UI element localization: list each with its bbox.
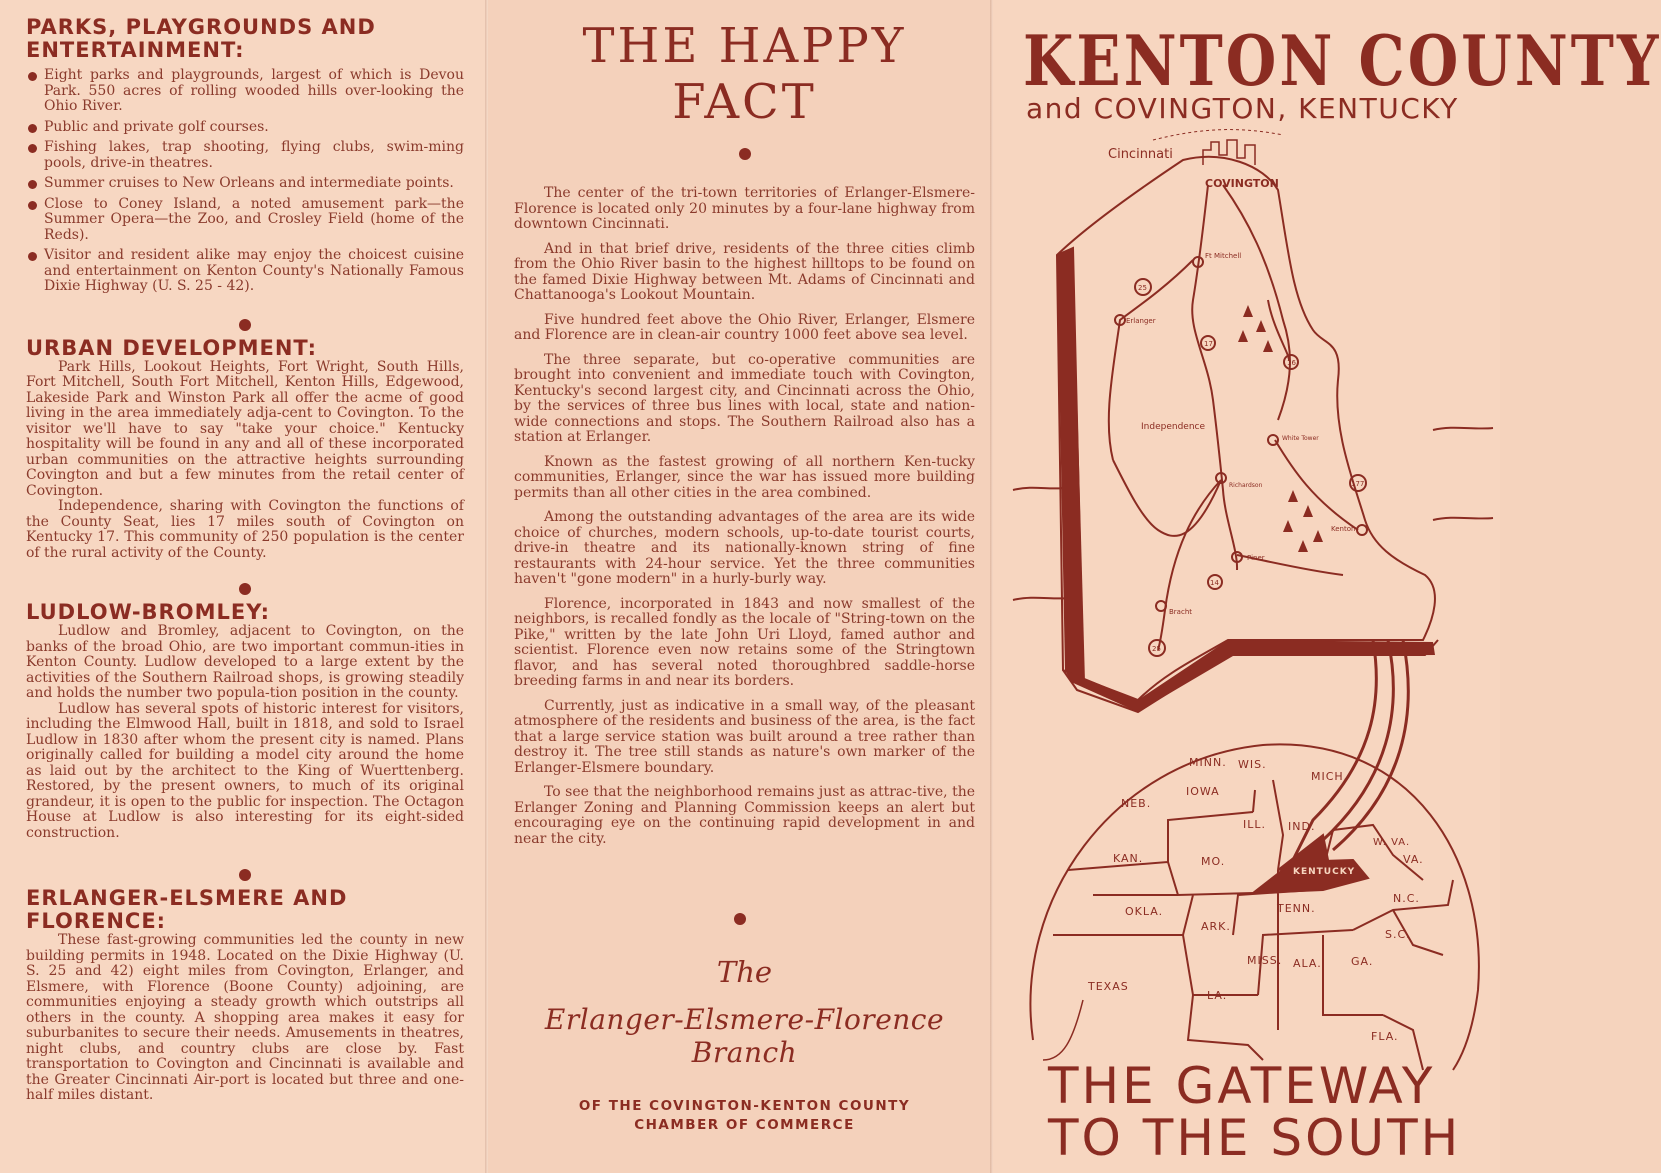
map-label-kenton: Kenton (1331, 525, 1356, 533)
state-label: MINN. (1189, 756, 1227, 769)
state-label: OKLA. (1125, 905, 1164, 918)
kenton-county-title: KENTON COUNTY (1023, 20, 1661, 102)
road (1223, 185, 1290, 420)
left-panel (0, 0, 488, 1173)
horizon (1013, 598, 1068, 600)
urban-section (26, 337, 464, 562)
state-label: IOWA (1186, 785, 1220, 798)
urban-paragraph: Park Hills, Lookout Heights, Fort Wright, South Hills, Fort Mitchell, South Fort Mitchell, Kenton Hills, Edgewood, Lakeside Park and Winston Park all offer the acme of good living in the area immediately adja-cent to Covington. To the visitor we'll have to say "take your choice." Kentucky hospitality will be found in any and all of these incorporated urban communities on the attractive heights surrounding Covington and but a few minutes from the retail center of Covington. (26, 358, 464, 499)
map-illustration (993, 0, 1500, 1173)
tree-cluster (1238, 305, 1323, 552)
map-labels (1108, 147, 1364, 653)
tree-icon (1303, 505, 1313, 517)
middle-panel (488, 0, 993, 1173)
body-paragraph: Florence, incorporated in 1843 and now smallest of the neighbors, is recalled fondly as the locale of "String-town on the Pike," written by the late John Uri Lloyd, famed author and scientist. Florence even now retains some of the Stringtown flavor, and has several noted thoroughbred saddle-horse breeding farms in and near its borders. (514, 595, 975, 689)
state-label: ALA. (1293, 957, 1322, 970)
town-marker (1156, 601, 1166, 611)
tree-icon (1256, 320, 1266, 332)
chamber-line1: OF THE COVINGTON-KENTON COUNTY (578, 1098, 911, 1114)
state-label: KAN. (1113, 852, 1144, 865)
closing-dot (734, 913, 746, 925)
tree-icon (1243, 305, 1253, 317)
body-paragraph: Among the outstanding advantages of the area are its wide choice of churches, modern schools, up-to-date tourist courts, drive-in theatre and its nationally-known string of fine restaurants with 24-hour service. Yet the three communities haven't "gone modern" in a hurly-burly way. (514, 509, 975, 587)
map-label-piner: Piner (1247, 554, 1265, 562)
town-marker (1357, 525, 1367, 535)
map-label-independence: Independence (1141, 422, 1206, 432)
state-label: GA. (1351, 955, 1374, 968)
road (1113, 460, 1221, 536)
body-paragraph: The center of the tri-town territories of Erlanger-Elsmere-Florence is located only 20 minutes by a four-lane highway from downtown Cincinnati. (514, 185, 975, 232)
state-label: ARK. (1201, 920, 1231, 933)
list-item: Eight parks and playgrounds, largest of which is Devou Park. 550 acres of rolling wooded hills over-looking the Ohio River. (26, 68, 464, 115)
state-labels (1087, 756, 1424, 1043)
state-label: VA. (1403, 853, 1424, 866)
state-label: N.C. (1393, 892, 1420, 905)
road (1158, 480, 1221, 650)
state-label: LA. (1207, 989, 1228, 1002)
body-paragraph: To see that the neighborhood remains just as attrac-tive, the Erlanger Zoning and Planning Commission keeps an alert but encouraging eye on the continuing rapid development in and near the city. (514, 784, 975, 847)
tree-icon (1263, 340, 1273, 352)
tagline-line2: TO THE SOUTH (1048, 1109, 1462, 1167)
map-label-covington: COVINGTON (1205, 177, 1279, 190)
state-label: S.C. (1385, 928, 1411, 941)
parks-section (26, 16, 464, 295)
map-label-richardson: Richardson (1229, 482, 1263, 489)
happy-fact-body (514, 186, 975, 847)
state-label: TEXAS (1088, 980, 1129, 993)
arrow-band (1323, 640, 1393, 840)
horizon (1433, 518, 1493, 520)
map-label-erlanger: Erlanger (1126, 317, 1156, 325)
urban-paragraph: Independence, sharing with Covington the functions of the County Seat, lies 17 miles south of Covington on Kentucky 17. This community of 250 population is the center of the rural activity of the County. (26, 498, 464, 561)
map-label-cincinnati: Cincinnati (1108, 147, 1173, 162)
body-paragraph: The three separate, but co-operative communities are brought into convenient and immediate touch with Covington, Kentucky's second largest city, and Cincinnati across the Ohio, by the services of three bus lines with local, state and nation-wide connections and stops. The Southern Railroad also has a station at Erlanger. (514, 351, 975, 445)
erlanger-paragraph: These fast-growing communities led the county in new building permits in 1948. Located on the Dixie Highway (U. S. 25 and 42) eight miles from Covington, Erlanger, and Elsmere, with Florence (Boone County) adjoining, are communities enjoying a steady growth which outstrips all others in the county. A shopping area makes it easy for suburbanites to secure their needs. Amusements in theatres, night clubs, and country clubs are close by. Fast transportation to Covington and Cincinnati is available and the Greater Cincinnati Air-port is located but three and one-half miles distant. (26, 932, 464, 1103)
tree-icon (1298, 540, 1308, 552)
tree-icon (1283, 520, 1293, 532)
route-label: 17 (1204, 340, 1213, 348)
horizon (1433, 428, 1493, 430)
slab-fill (1057, 248, 1085, 682)
state-label: FLA. (1371, 1030, 1399, 1043)
body-paragraph: Currently, just as indicative in a small way, of the pleasant atmosphere of the residents and business of the area, is the fact that a large service station was built around a tree rather than destroy it. The tree still stands as nature's own marker of the Erlanger-Elsmere boundary. (514, 697, 975, 776)
list-item: Visitor and resident alike may enjoy the choicest cuisine and entertainment on Kenton County's Nationally Famous Dixie Highway (U. S. 25 - 42). (26, 248, 464, 295)
branch-name: Erlanger-Elsmere-Florence Branch (544, 1003, 945, 1069)
state-border (1043, 1000, 1083, 1060)
state-label: NEB. (1121, 797, 1152, 810)
tree-icon (1313, 530, 1323, 542)
body-paragraph: Five hundred feet above the Ohio River, Erlanger, Elsmere and Florence are in clean-air country 1000 feet above sea level. (514, 311, 975, 343)
list-item: Public and private golf courses. (26, 120, 464, 136)
parks-heading (26, 16, 464, 62)
state-label: WIS. (1238, 758, 1267, 771)
title-dot (739, 148, 751, 160)
chamber-line2: CHAMBER OF COMMERCE (634, 1117, 855, 1133)
route-label: 16 (1287, 359, 1296, 367)
right-panel (993, 0, 1661, 1173)
horizon (1013, 488, 1063, 490)
map-label-ft-mitchell: Ft Mitchell (1205, 252, 1242, 260)
list-item: Summer cruises to New Orleans and intermediate points. (26, 176, 464, 192)
ludlow-paragraph: Ludlow and Bromley, adjacent to Covington, on the banks of the broad Ohio, are two important commun-ities in Kenton County. Ludlow developed to a large extent by the activities of the Southern Railroad shops, is growing steadily and holds the number two popula-tion position in the county. (26, 623, 464, 701)
tagline-line1: THE GATEWAY (1048, 1057, 1436, 1115)
state-label: MISS. (1247, 954, 1283, 967)
town-marker (1268, 435, 1278, 445)
map-label-white-tower: White Tower (1282, 435, 1319, 442)
body-paragraph: And in that brief drive, residents of the three cities climb from the Ohio River basin to the highest hilltops to be found on the famed Dixie Highway between Mt. Adams of Cincinnati and Chattanooga's Lookout Mountain. (514, 240, 975, 303)
tree-icon (1238, 330, 1248, 342)
tree-icon (1288, 490, 1298, 502)
happy-fact-title: THE HAPPY FACT (582, 18, 907, 130)
skyline (1203, 140, 1255, 165)
state-label-kentucky: KENTUCKY (1293, 867, 1356, 877)
parks-list (26, 68, 464, 295)
ludlow-paragraph: Ludlow has several spots of historic interest for visitors, including the Elmwood Hall, built in 1818, and sold to Israel Ludlow in 1830 after whom the present city is named. Plans originally called for building a model city around the home as laid out by the architect to the King of Wuerttenberg. Restored, by the present owners, to much of its original grandeur, it is open to the public for inspection. The Octagon House at Ludlow is also interesting for its eight-sided construction. (26, 700, 464, 841)
county-outline (1057, 157, 1435, 700)
section-divider-dot (239, 583, 251, 595)
state-label: ILL. (1243, 818, 1266, 831)
covington-subtitle: and COVINGTON, KENTUCKY (1026, 92, 1459, 125)
road (1192, 185, 1237, 570)
skyline-smoke (1153, 130, 1283, 140)
route-label: 14 (1210, 579, 1219, 587)
state-label: W. VA. (1373, 837, 1411, 848)
route-label: 25 (1152, 645, 1161, 653)
state-label: MICH. (1311, 770, 1348, 783)
map-label-bracht: Bracht (1169, 608, 1192, 616)
ludlow-section (26, 601, 464, 841)
branch-block (514, 955, 975, 1135)
slab-fill (1065, 640, 1435, 712)
parks-heading-line1: PARKS, PLAYGROUNDS AND (26, 15, 376, 39)
ludlow-heading: LUDLOW-BROMLEY: (26, 600, 270, 624)
section-divider-dot (239, 869, 251, 881)
route-label: 25 (1138, 284, 1147, 292)
state-label: IND. (1288, 820, 1316, 833)
route-label: 177 (1351, 480, 1365, 488)
section-divider-dot (239, 319, 251, 331)
list-item: Fishing lakes, trap shooting, flying clubs, swim-ming pools, drive-in theatres. (26, 140, 464, 171)
branch-the: The (716, 955, 773, 989)
body-paragraph: Known as the fastest growing of all northern Ken-tucky communities, Erlanger, since the war has issued more building permits than all other cities in the area combined. (514, 453, 975, 501)
erlanger-heading: ERLANGER-ELSMERE AND FLORENCE: (26, 886, 348, 933)
parks-heading-line2: ENTERTAINMENT: (26, 38, 245, 62)
state-label: TENN. (1277, 902, 1316, 915)
state-label: MO. (1201, 855, 1226, 868)
list-item: Close to Coney Island, a noted amusement park—the Summer Opera—the Zoo, and Crosley Field (home of the Reds). (26, 197, 464, 244)
erlanger-section (26, 887, 464, 1104)
urban-heading: URBAN DEVELOPMENT: (26, 335, 318, 360)
